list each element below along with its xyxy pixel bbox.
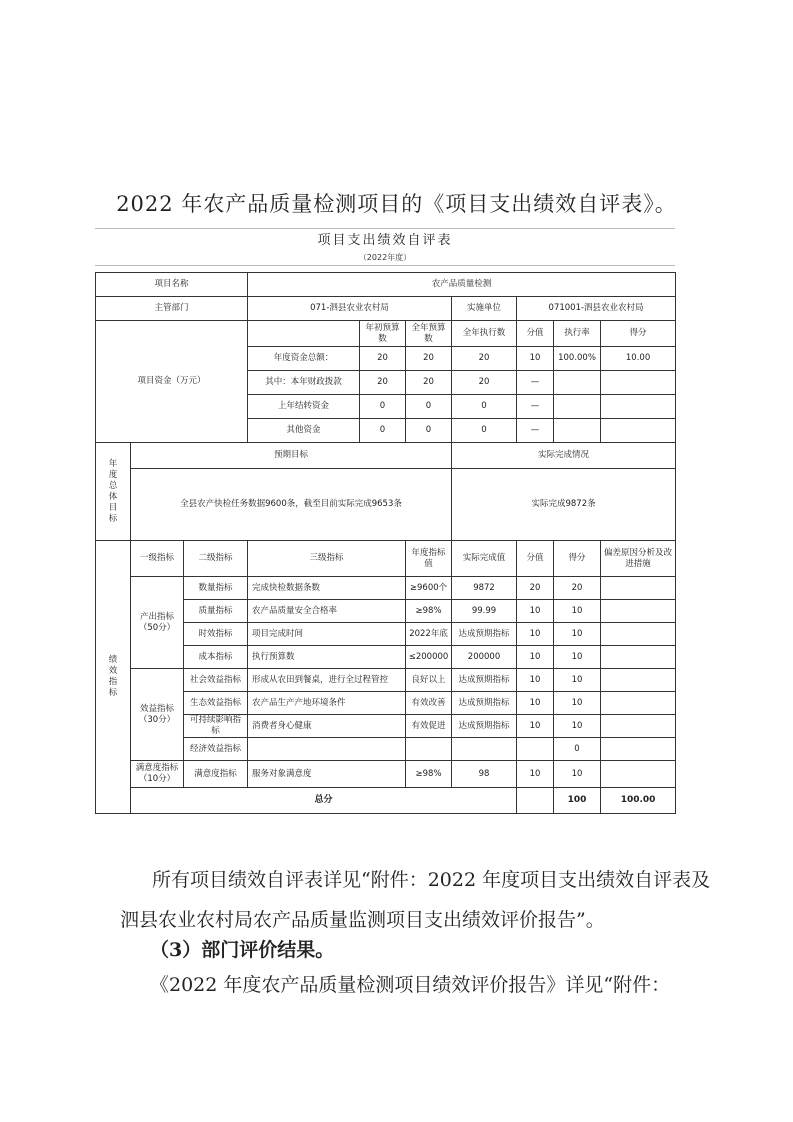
- table-row: 产出指标（50分） 数量指标 完成快检数据条数 ≥9600个 9872 20 20: [96, 577, 676, 600]
- table-row: 满意度指标（10分） 满意度指标 服务对象满意度 ≥98% 98 10 10: [96, 761, 676, 788]
- subheading-dept-result: （3）部门评价结果。: [150, 939, 335, 961]
- section-heading: 2022 年农产品质量检测项目的《项目支出绩效自评表》。: [116, 192, 677, 216]
- paragraph-attachment-note: 所有项目绩效自评表详见“附件：2022 年度项目支出绩效自评表及泗县农业农村局农产品质量监测项目支出绩效评价报告”。: [120, 869, 711, 931]
- table-row: 效益指标（30分） 社会效益指标 形成从农田到餐桌，进行全过程管控 良好以上 达成预期指标 10 10: [96, 669, 676, 692]
- table-row: 可持续影响指标 消费者身心健康 有效促进 达成预期指标 10 10: [96, 715, 676, 738]
- table-row: 上年结转资金 0 0 0 —: [96, 395, 676, 419]
- table-row: 年度总体目标 预期目标 实际完成情况: [96, 443, 676, 469]
- table-row: 经济效益指标 0: [96, 738, 676, 761]
- table-row: 项目资金（万元） 年初预算数 全年预算数 全年执行数 分值 执行率 得分: [96, 321, 676, 347]
- table-row: 绩效指标 一级指标 二级指标 三级指标 年度指标值 实际完成值 分值 得分 偏差原因分析及改进措施: [96, 541, 676, 577]
- table-row: 年度资金总额： 20 20 20 10 100.00% 10.00: [96, 347, 676, 371]
- table-row: 其他资金 0 0 0 —: [96, 419, 676, 443]
- table-row: 成本指标 执行预算数 ≤200000 200000 10 10: [96, 646, 676, 669]
- table-row: 时效指标 项目完成时间 2022年底 达成预期指标 10 10: [96, 623, 676, 646]
- self-evaluation-table: [95, 228, 675, 814]
- table-row: 生态效益指标 农产品生产产地环境条件 有效改善 达成预期指标 10 10: [96, 692, 676, 715]
- table-row: 质量指标 农产品质量安全合格率 ≥98% 99.99 10 10: [96, 600, 676, 623]
- paragraph-report-note: 《2022 年度农产品质量检测项目绩效评价报告》详见“附件：: [150, 974, 671, 996]
- table-row: 其中：本年财政拨款 20 20 20 —: [96, 371, 676, 395]
- table-row: 主管部门 071-泗县农业农村局 实施单位 071001-泗县农业农村局: [96, 297, 676, 321]
- table-year: （2022年度）: [95, 251, 675, 266]
- table-row-total: 总分 100 100.00: [96, 788, 676, 814]
- table-row: 全县农产快检任务数据9600条，截至目前实际完成9653条 实际完成9872条: [96, 469, 676, 541]
- table-title: 项目支出绩效自评表: [95, 228, 675, 251]
- table-row: 项目名称 农产品质量检测: [96, 273, 676, 297]
